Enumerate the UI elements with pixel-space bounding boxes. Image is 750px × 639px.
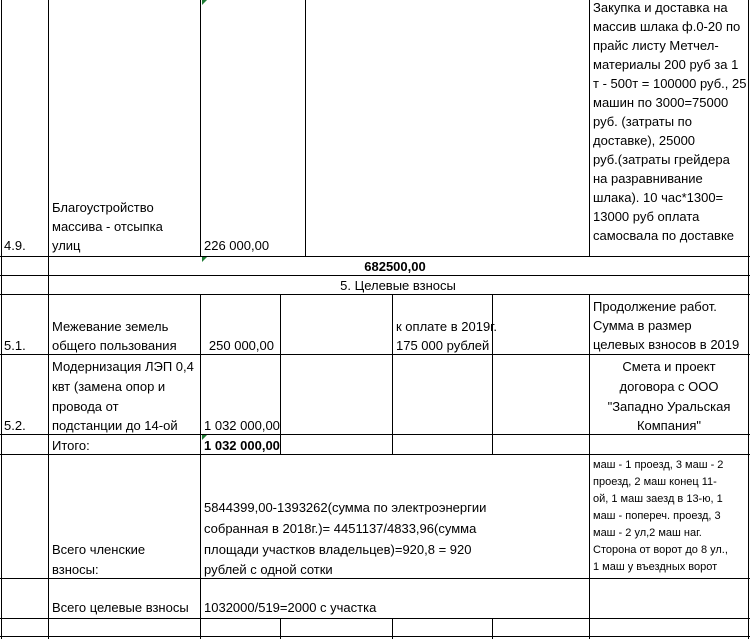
amount-cell: 226 000,00 bbox=[204, 238, 270, 253]
members-note-line: проезд, 2 маш конец 11- bbox=[593, 476, 717, 488]
col-border bbox=[200, 0, 201, 256]
item-name-line: подстанции до 14-ой bbox=[52, 418, 178, 433]
payment-line: 175 000 рублей bbox=[396, 338, 490, 353]
note-line: договора с ООО bbox=[619, 379, 719, 394]
col-border bbox=[392, 618, 393, 639]
members-note-line: ой, 1 маш заезд в 13-ю, 1 bbox=[593, 493, 723, 505]
note-line: материалы 200 руб за 1 bbox=[593, 57, 739, 72]
note-line: на разравнивание bbox=[593, 171, 703, 186]
row-border bbox=[0, 618, 750, 619]
item-name-line: провода от bbox=[52, 399, 119, 414]
amount-cell: 250 000,00 bbox=[208, 338, 274, 353]
note-line: шлака). 10 час*1300= bbox=[593, 190, 724, 205]
subtotal-value: 682500,00 bbox=[364, 259, 426, 274]
col-border bbox=[589, 0, 590, 256]
members-calc-line: площади участков владельцев)=920,8 = 920 bbox=[204, 542, 472, 557]
item-name-line: Благоустройство bbox=[52, 200, 154, 215]
col-border bbox=[1, 0, 2, 639]
members-label-line: Всего членские bbox=[52, 542, 146, 557]
row-number: 5.1. bbox=[4, 338, 26, 353]
members-calc-line: собранная в 2018г.)= 4451137/4833,96(сумма bbox=[204, 521, 477, 536]
col-border bbox=[280, 618, 281, 639]
item-name-line: общего пользования bbox=[52, 338, 177, 353]
col-border bbox=[748, 0, 749, 639]
row-number: 4.9. bbox=[4, 238, 26, 253]
cell-flag bbox=[202, 0, 207, 5]
target-calc: 1032000/519=2000 с участка bbox=[204, 600, 377, 615]
row-border bbox=[0, 578, 750, 579]
note-line: 13000 руб оплата bbox=[593, 209, 700, 224]
note-line: Продолжение работ. bbox=[593, 299, 717, 314]
row-border bbox=[0, 636, 750, 637]
item-name-line: Межевание земель bbox=[52, 319, 169, 334]
members-calc-line: рублей с одной сотки bbox=[204, 562, 333, 577]
item-name-line: массива - отсыпка bbox=[52, 219, 163, 234]
members-label-line: взносы: bbox=[52, 562, 99, 577]
note-line: т - 500т = 100000 руб., 25 bbox=[593, 76, 747, 91]
col-border bbox=[280, 294, 281, 454]
col-border bbox=[48, 0, 49, 639]
members-note-line: маш - 1 проезд, 3 маш - 2 bbox=[593, 459, 724, 471]
note-line: самосвала по доставке bbox=[593, 228, 735, 243]
item-name-line: улиц bbox=[52, 238, 81, 253]
note-line: руб. (затраты по bbox=[593, 114, 692, 129]
total-amount: 1 032 000,00 bbox=[204, 438, 280, 453]
note-line: Смета и проект bbox=[622, 359, 716, 374]
col-border bbox=[305, 0, 306, 256]
note-line: массив шлака ф.0-20 по bbox=[593, 19, 741, 34]
members-note-line: 1 маш у въездных ворот bbox=[593, 561, 718, 573]
amount-cell: 1 032 000,00 bbox=[204, 418, 280, 433]
note-line: прайс листу Метчел- bbox=[593, 38, 719, 53]
item-name-line: квт (замена опор и bbox=[52, 379, 166, 394]
note-line: Сумма в размер bbox=[593, 318, 692, 333]
note-line: Компания" bbox=[636, 418, 702, 433]
note-line: "Западно Уральская bbox=[607, 399, 731, 414]
target-label: Всего целевые взносы bbox=[52, 600, 189, 615]
note-line: Закупка и доставка на bbox=[593, 0, 728, 15]
note-line: руб.(затраты грейдера bbox=[593, 152, 730, 167]
section-header: 5. Целевые взносы bbox=[340, 278, 456, 293]
col-border bbox=[392, 294, 393, 454]
members-note-line: маш - 2 ул,2 маш наг. bbox=[593, 527, 702, 539]
total-label: Итого: bbox=[52, 438, 90, 453]
row-number: 5.2. bbox=[4, 418, 26, 433]
col-border bbox=[589, 294, 590, 639]
col-border bbox=[492, 618, 493, 639]
note-line: целевых взносов в 2019 bbox=[593, 337, 740, 352]
members-note-line: Сторона от ворот до 8 ул., bbox=[593, 544, 728, 556]
note-line: доставке), 25000 bbox=[593, 133, 696, 148]
members-note-line: маш - попереч. проезд, 3 bbox=[593, 510, 721, 522]
payment-line: к оплате в 2019г. bbox=[396, 319, 497, 334]
row-border bbox=[0, 454, 750, 455]
item-name-line: Модернизация ЛЭП 0,4 bbox=[52, 359, 194, 374]
members-calc-line: 5844399,00-1393262(сумма по электроэнергии bbox=[204, 500, 487, 515]
note-line: машин по 3000=75000 bbox=[593, 95, 729, 110]
